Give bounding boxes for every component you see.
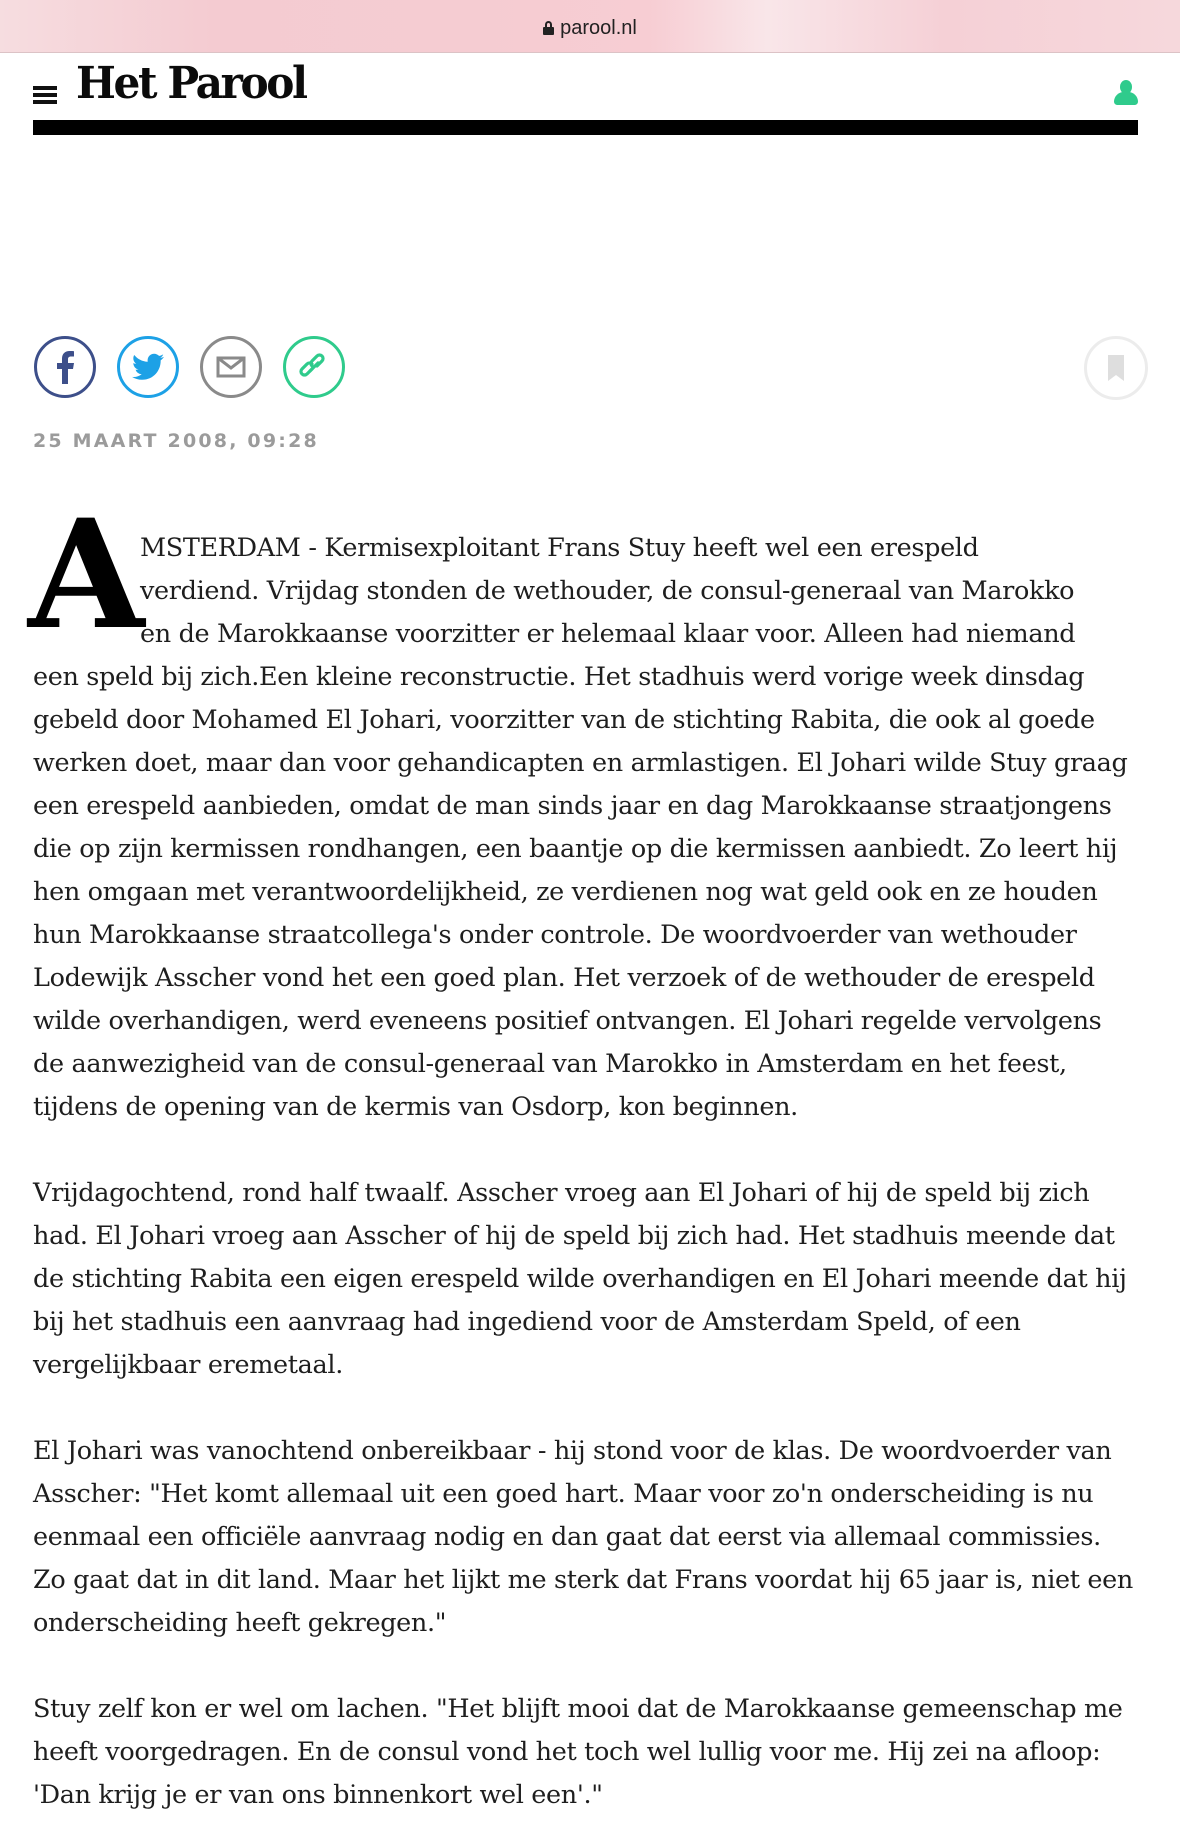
site-logo[interactable]: Het Parool <box>76 58 306 109</box>
user-account-icon[interactable] <box>1114 80 1138 108</box>
text-line: werken doet, maar dan voor gehandicapten en armlastigen. El Johari wilde Stuy graag <box>33 748 1128 778</box>
drop-cap: A <box>28 487 141 663</box>
text-line: vergelijkbaar eremetaal. <box>33 1350 343 1380</box>
text-line: bij het stadhuis een aanvraag had ingediend voor de Amsterdam Speld, of een <box>33 1307 1021 1337</box>
text-line: gebeld door Mohamed El Johari, voorzitter van de stichting Rabita, die ook al goede <box>33 705 1095 735</box>
text-line: de aanwezigheid van de consul-generaal van Marokko in Amsterdam en het feest, <box>33 1049 1067 1079</box>
text-line: El Johari was vanochtend onbereikbaar - hij stond voor de klas. De woordvoerder van <box>33 1436 1112 1466</box>
text-line: tijdens de opening van de kermis van Osdorp, kon beginnen. <box>33 1092 798 1122</box>
share-twitter-button[interactable] <box>117 336 179 398</box>
share-email-button[interactable] <box>200 336 262 398</box>
lock-icon <box>543 21 554 35</box>
text-line: Lodewijk Asscher vond het een goed plan. Het verzoek of de wethouder de erespeld <box>33 963 1095 993</box>
twitter-icon <box>132 353 164 381</box>
text-line: die op zijn kermissen rondhangen, een baantje op die kermissen aanbiedt. Zo leert hij <box>33 834 1118 864</box>
publication-date: 25 MAART 2008, 09:28 <box>33 430 319 452</box>
text-line: hun Marokkaanse straatcollega's onder controle. De woordvoerder van wethouder <box>33 920 1077 950</box>
text-line: MSTERDAM - Kermisexploitant Frans Stuy heeft wel een erespeld <box>140 533 979 563</box>
text-line: heeft voorgedragen. En de consul vond het toch wel lullig voor me. Hij zei na afloop: <box>33 1737 1101 1767</box>
url-text: parool.nl <box>560 16 637 39</box>
text-line: de stichting Rabita een eigen erespeld wilde overhandigen en El Johari meende dat hij <box>33 1264 1127 1294</box>
text-line: Zo gaat dat in dit land. Maar het lijkt me sterk dat Frans voordat hij 65 jaar is, niet een <box>33 1565 1133 1595</box>
text-line: en de Marokkaanse voorzitter er helemaal klaar voor. Alleen had niemand <box>140 619 1076 649</box>
text-line: Vrijdagochtend, rond half twaalf. Asscher vroeg aan El Johari of hij de speld bij zich <box>33 1178 1090 1208</box>
email-icon <box>216 356 246 378</box>
text-line: onderscheiding heeft gekregen." <box>33 1608 447 1638</box>
text-line: Stuy zelf kon er wel om lachen. "Het blijft mooi dat de Marokkaanse gemeenschap me <box>33 1694 1123 1724</box>
share-facebook-button[interactable] <box>34 336 96 398</box>
text-line: een speld bij zich.Een kleine reconstructie. Het stadhuis werd vorige week dinsdag <box>33 662 1085 692</box>
header-divider <box>33 120 1138 135</box>
url-display[interactable] <box>543 17 637 40</box>
text-line: eenmaal een officiële aanvraag nodig en dan gaat dat eerst via allemaal commissies. <box>33 1522 1101 1552</box>
bookmark-icon <box>1108 355 1124 381</box>
bookmark-button[interactable] <box>1084 336 1148 400</box>
facebook-icon <box>54 350 76 384</box>
text-line: wilde overhandigen, werd eveneens positief ontvangen. El Johari regelde vervolgens <box>33 1006 1102 1036</box>
hamburger-menu-icon[interactable] <box>33 86 57 104</box>
link-icon <box>299 352 329 382</box>
text-line: hen omgaan met verantwoordelijkheid, ze verdienen nog wat geld ook en ze houden <box>33 877 1098 907</box>
browser-url-bar[interactable] <box>0 0 1180 53</box>
text-line: een erespeld aanbieden, omdat de man sinds jaar en dag Marokkaanse straatjongens <box>33 791 1112 821</box>
text-line: 'Dan krijg je er van ons binnenkort wel een'." <box>33 1780 603 1810</box>
share-copy-link-button[interactable] <box>283 336 345 398</box>
text-line: Asscher: "Het komt allemaal uit een goed hart. Maar voor zo'n onderscheiding is nu <box>33 1479 1094 1509</box>
text-line: had. El Johari vroeg aan Asscher of hij de speld bij zich had. Het stadhuis meende dat <box>33 1221 1115 1251</box>
text-line: verdiend. Vrijdag stonden de wethouder, de consul-generaal van Marokko <box>140 576 1075 606</box>
